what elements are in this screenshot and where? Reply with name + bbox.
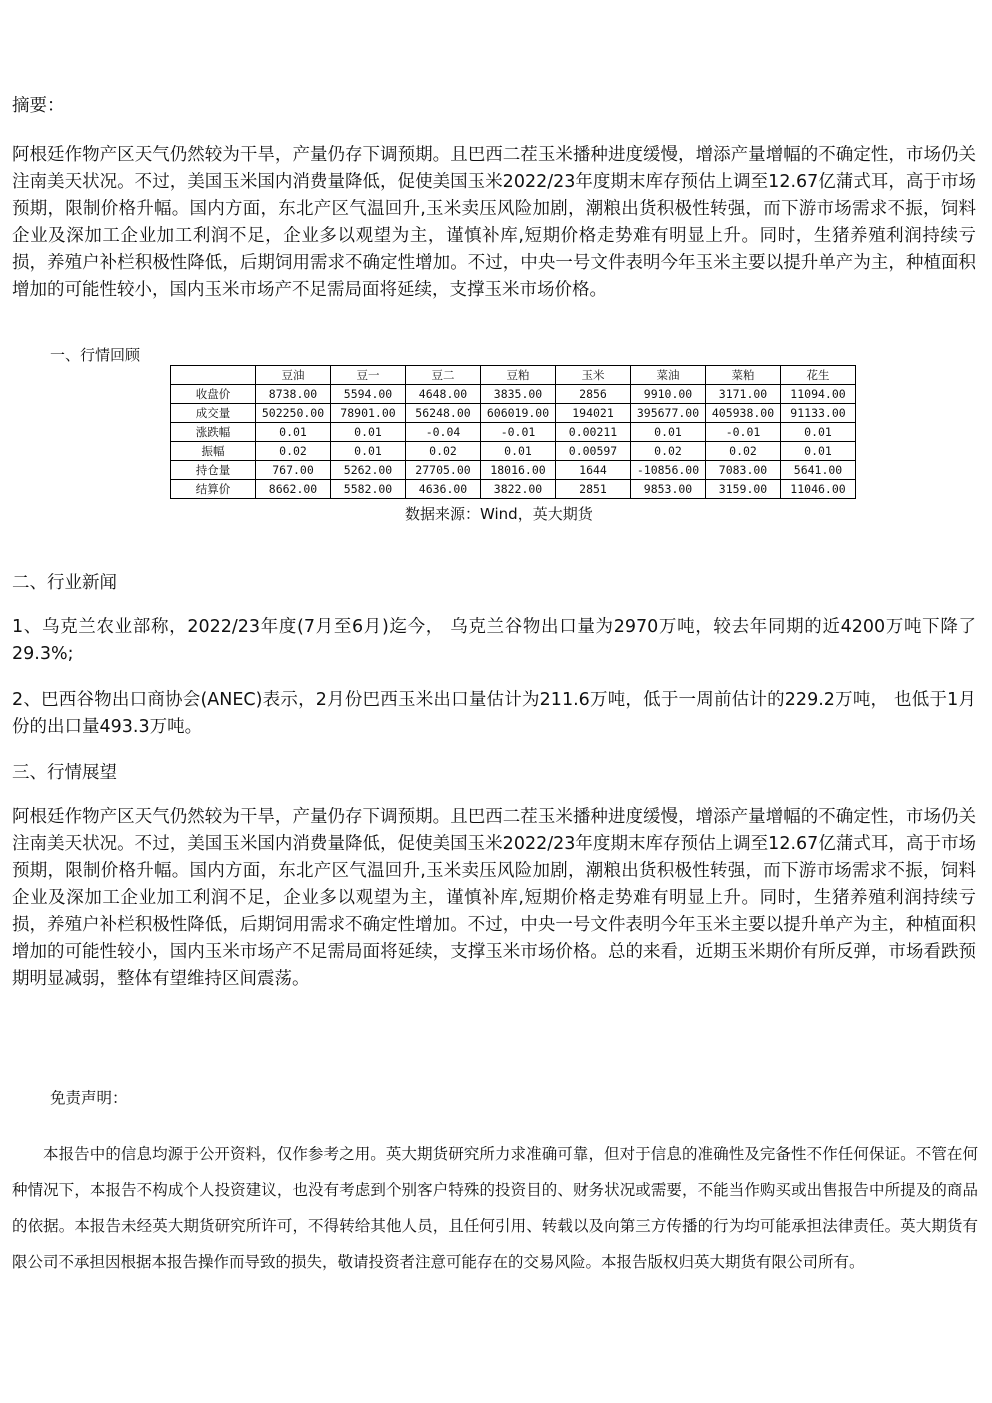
table-row: [171, 480, 856, 499]
summary-heading: 摘要：: [12, 96, 65, 116]
row-label: 振幅: [171, 442, 256, 461]
summary-paragraph: 阿根廷作物产区天气仍然较为干旱，产量仍存下调预期。且巴西二茬玉米播种进度缓慢，增添产量增幅的不确定性，市场仍关注南美天状况。不过，美国玉米国内消费量降低，促使美国玉米2022/23年度期末库存预估上调至12.67亿蒲式耳，高于市场预期，限制价格升幅。国内方面，东北产区气温回升,玉米卖压风险加剧，潮粮出货积极性转强，而下游市场需求不振，饲料企业及深加工企业加工利润不足，企业多以观望为主，谨慎补库,短期价格走势难有明显上升。同时，生猪养殖利润持续亏损，养殖户补栏积极性降低，后期饲用需求不确定性增加。不过，中央一号文件表明今年玉米主要以提升单产为主，种植面积增加的可能性较小，国内玉米市场产不足需局面将延续，支撑玉米市场价格。: [12, 145, 976, 300]
table-cell: 11094.00: [781, 385, 856, 404]
table-cell: 0.02: [706, 442, 781, 461]
table-cell: 0.02: [406, 442, 481, 461]
table-cell: 0.02: [256, 442, 331, 461]
disclaimer-heading: 免责声明：: [50, 1089, 128, 1107]
table-cell: 5641.00: [781, 461, 856, 480]
column-header: 豆二: [406, 366, 481, 385]
table-cell: 405938.00: [706, 404, 781, 423]
table-cell: 78901.00: [331, 404, 406, 423]
table-cell: 0.01: [331, 423, 406, 442]
news-item: 2、巴西谷物出口商协会(ANEC)表示，2月份巴西玉米出口量估计为211.6万吨，低于一周前估计的229.2万吨， 也低于1月份的出口量493.3万吨。: [12, 690, 976, 737]
table-cell: 3822.00: [481, 480, 556, 499]
outlook-paragraph: 阿根廷作物产区天气仍然较为干旱，产量仍存下调预期。且巴西二茬玉米播种进度缓慢，增添产量增幅的不确定性，市场仍关注南美天状况。不过，美国玉米国内消费量降低，促使美国玉米2022/23年度期末库存预估上调至12.67亿蒲式耳，高于市场预期，限制价格升幅。国内方面，东北产区气温回升,玉米卖压风险加剧，潮粮出货积极性转强，而下游市场需求不振，饲料企业及深加工企业加工利润不足，企业多以观望为主，谨慎补库,短期价格走势难有明显上升。同时，生猪养殖利润持续亏损，养殖户补栏积极性降低，后期饲用需求不确定性增加。不过，中央一号文件表明今年玉米主要以提升单产为主，种植面积增加的可能性较小，国内玉米市场产不足需局面将延续，支撑玉米市场价格。总的来看，近期玉米期价有所反弹，市场看跌预期明显减弱，整体有望维持区间震荡。: [12, 807, 976, 989]
table-cell: 1644: [556, 461, 631, 480]
table-cell: -10856.00: [631, 461, 706, 480]
table-cell: 8662.00: [256, 480, 331, 499]
table-cell: 11046.00: [781, 480, 856, 499]
table-cell: 0.01: [256, 423, 331, 442]
table-row: [171, 461, 856, 480]
row-label: 持仓量: [171, 461, 256, 480]
table-cell: 0.01: [781, 423, 856, 442]
table-cell: 502250.00: [256, 404, 331, 423]
table-cell: -0.01: [706, 423, 781, 442]
column-header: 菜粕: [706, 366, 781, 385]
table-row: [171, 404, 856, 423]
table-cell: 3171.00: [706, 385, 781, 404]
table-cell: 8738.00: [256, 385, 331, 404]
market-review-heading: 一、行情回顾: [50, 346, 141, 364]
table-header-row: [171, 366, 856, 385]
table-cell: -0.01: [481, 423, 556, 442]
table-cell: 0.01: [631, 423, 706, 442]
table-cell: 0.01: [331, 442, 406, 461]
table-cell: 2851: [556, 480, 631, 499]
news-item: 1、乌克兰农业部称，2022/23年度(7月至6月)迄今， 乌克兰谷物出口量为2970万吨，较去年同期的近4200万吨下降了29.3%;: [12, 617, 976, 664]
table-cell: 4636.00: [406, 480, 481, 499]
table-cell: 91133.00: [781, 404, 856, 423]
table-cell: 0.00597: [556, 442, 631, 461]
column-header: 菜油: [631, 366, 706, 385]
futures-quote-table: [170, 365, 856, 499]
table-cell: 9853.00: [631, 480, 706, 499]
table-cell: 18016.00: [481, 461, 556, 480]
column-header: 豆一: [331, 366, 406, 385]
table-cell: 395677.00: [631, 404, 706, 423]
table-cell: 606019.00: [481, 404, 556, 423]
table-cell: 27705.00: [406, 461, 481, 480]
column-header: 豆油: [256, 366, 331, 385]
table-source-note: 数据来源：Wind，英大期货: [405, 505, 593, 523]
disclaimer-paragraph: 本报告中的信息均源于公开资料，仅作参考之用。英大期货研究所力求准确可靠，但对于信息的准确性及完备性不作任何保证。不管在何种情况下，本报告不构成个人投资建议，也没有考虑到个别客户特殊的投资目的、财务状况或需要，不能当作购买或出售报告中所提及的商品的依据。本报告未经英大期货研究所许可，不得转给其他人员，且任何引用、转载以及向第三方传播的行为均可能承担法律责任。英大期货有限公司不承担因根据本报告操作而导致的损失，敬请投资者注意可能存在的交易风险。本报告版权归英大期货有限公司所有。: [12, 1145, 978, 1271]
table-row: [171, 385, 856, 404]
table-cell: 0.02: [631, 442, 706, 461]
table-cell: 0.01: [481, 442, 556, 461]
table-cell: 3835.00: [481, 385, 556, 404]
industry-news-heading: 二、行业新闻: [12, 573, 117, 593]
table-cell: 2856: [556, 385, 631, 404]
table-cell: -0.04: [406, 423, 481, 442]
row-label: 收盘价: [171, 385, 256, 404]
table-corner-cell: [171, 366, 256, 385]
table-row: [171, 442, 856, 461]
column-header: 豆粕: [481, 366, 556, 385]
table-cell: 767.00: [256, 461, 331, 480]
column-header: 玉米: [556, 366, 631, 385]
table-cell: 3159.00: [706, 480, 781, 499]
table-cell: 0.00211: [556, 423, 631, 442]
row-label: 结算价: [171, 480, 256, 499]
table-cell: 56248.00: [406, 404, 481, 423]
table-cell: 4648.00: [406, 385, 481, 404]
table-cell: 5262.00: [331, 461, 406, 480]
table-cell: 5582.00: [331, 480, 406, 499]
table-cell: 9910.00: [631, 385, 706, 404]
table-cell: 194021: [556, 404, 631, 423]
table-cell: 0.01: [781, 442, 856, 461]
table-row: [171, 423, 856, 442]
table-cell: 7083.00: [706, 461, 781, 480]
row-label: 涨跌幅: [171, 423, 256, 442]
table-cell: 5594.00: [331, 385, 406, 404]
column-header: 花生: [781, 366, 856, 385]
outlook-heading: 三、行情展望: [12, 763, 117, 783]
row-label: 成交量: [171, 404, 256, 423]
